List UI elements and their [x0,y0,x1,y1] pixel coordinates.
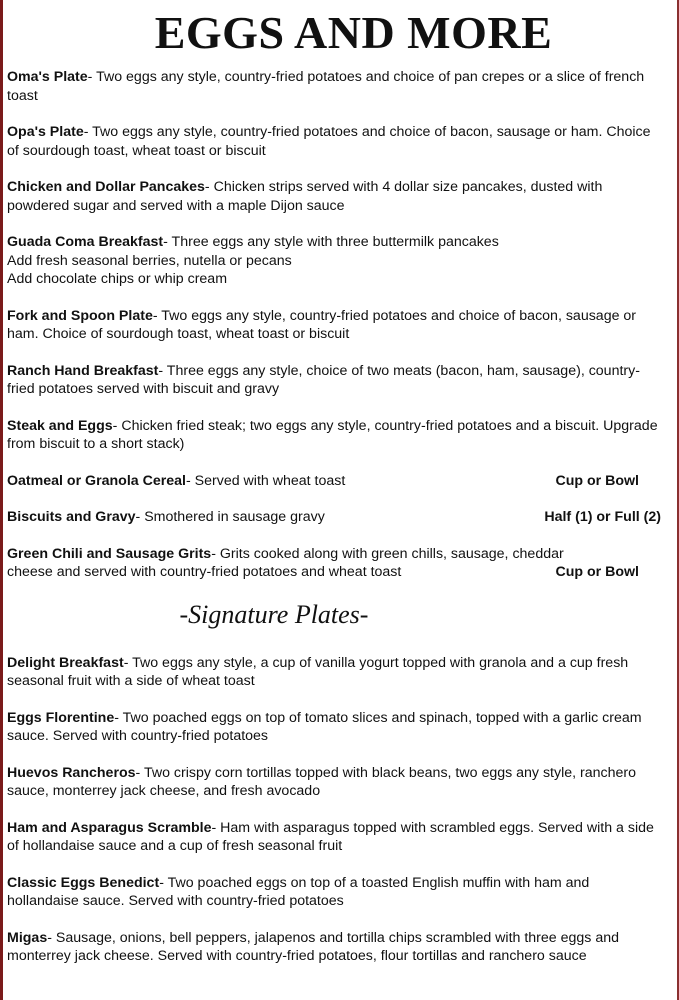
item-name: Ham and Asparagus Scramble [7,819,212,836]
item-description: - Three eggs any style, choice of two meats (bacon, ham, sausage), country-fried potatoes served with biscuit and gravy [7,362,640,397]
item-name: Opa's Plate [7,124,84,140]
item-description: - Ham with asparagus topped with scrambled eggs. Served with a side of hollandaise sauce and a cup of fresh seasonal fruit [7,819,654,854]
menu-item [7,307,661,344]
item-description: - Two poached eggs on top of tomato slices and spinach, topped with a garlic cream sauce. Served with country-fried potatoes [7,709,642,744]
item-name: Oatmeal or Granola Cereal [7,472,186,489]
item-description: - Three eggs any style with three buttermilk pancakes [163,234,499,250]
item-description: - Served with wheat toast [186,472,346,489]
item-description: - Two eggs any style, a cup of vanilla yogurt topped with granola and a cup fresh seasonal fruit with a side of wheat toast [7,654,629,689]
item-description: - Two eggs any style, country-fried potatoes and choice of pan crepes or a slice of french toast [7,69,645,104]
item-name: Green Chili and Sausage Grits [7,545,212,562]
item-name: Steak and Eggs [7,417,113,434]
item-name: Eggs Florentine [7,709,115,726]
section-heading: -Signature Plates- [179,599,369,629]
item-description: - Two eggs any style, country-fried potatoes and choice of bacon, sausage or ham. Choice of sourdough toast, wheat toast or biscuit [7,124,651,159]
item-name: Guada Coma Breakfast [7,234,164,250]
item-name: Oma's Plate [7,69,88,85]
item-name: Chicken and Dollar Pancakes [7,179,205,195]
item-name: Fork and Spoon Plate [7,307,153,324]
menu-item [7,417,661,454]
page-title: EGGS AND MORE [154,7,553,58]
menu-item [7,508,661,527]
item-description: - Chicken strips served with 4 dollar size pancakes, dusted with powdered sugar and served with a maple Dijon sauce [7,179,603,214]
item-addon: Add chocolate chips or whip cream [7,271,228,287]
menu-item [7,545,661,582]
menu-item [7,178,661,215]
menu-item [7,362,661,399]
menu-list [0,68,679,966]
item-description: - Two poached eggs on top of a toasted English muffin with ham and hollandaise sauce. Served with country-fried potatoes [7,874,590,909]
item-name: Migas [7,929,48,946]
item-name: Huevos Rancheros [7,764,136,781]
item-name: Delight Breakfast [7,654,124,671]
menu-item [7,709,661,746]
item-name: Biscuits and Gravy [7,509,136,525]
item-size-option: Cup or Bowl [555,564,639,580]
menu-item [7,764,661,801]
item-description: - Sausage, onions, bell peppers, jalapenos and tortilla chips scrambled with three eggs and monterrey jack cheese. Served with country-fried potatoes, flour tortillas and ranchero sauce [7,929,620,964]
menu-item [7,123,661,160]
menu-item [7,929,661,966]
item-size-option: Half (1) or Full (2) [544,509,661,525]
menu-item [7,819,661,856]
menu-item [7,233,661,289]
item-description-cont: cheese and served with country-fried potatoes and wheat toast [7,564,402,580]
item-description: - Two eggs any style, country-fried potatoes and choice of bacon, sausage or ham. Choice of sourdough toast, wheat toast or biscuit [7,307,637,342]
menu-item [7,654,661,691]
item-size-option: Cup or Bowl [555,472,639,489]
item-description: - Smothered in sausage gravy [135,509,325,525]
item-addon: Add fresh seasonal berries, nutella or pecans [7,252,292,269]
item-description: - Chicken fried steak; two eggs any style, country-fried potatoes and a biscuit. Upgrade from biscuit to a short stack) [7,417,658,452]
menu-item [7,874,661,911]
menu-item [7,472,661,491]
item-description: - Two crispy corn tortillas topped with black beans, two eggs any style, ranchero sauce, monterrey jack cheese, and fresh avocado [7,764,637,799]
left-border [0,0,3,1000]
item-name: Ranch Hand Breakfast [7,362,159,379]
item-name: Classic Eggs Benedict [7,874,160,891]
menu-item [7,68,661,105]
item-description: - Grits cooked along with green chills, sausage, cheddar [211,545,564,562]
